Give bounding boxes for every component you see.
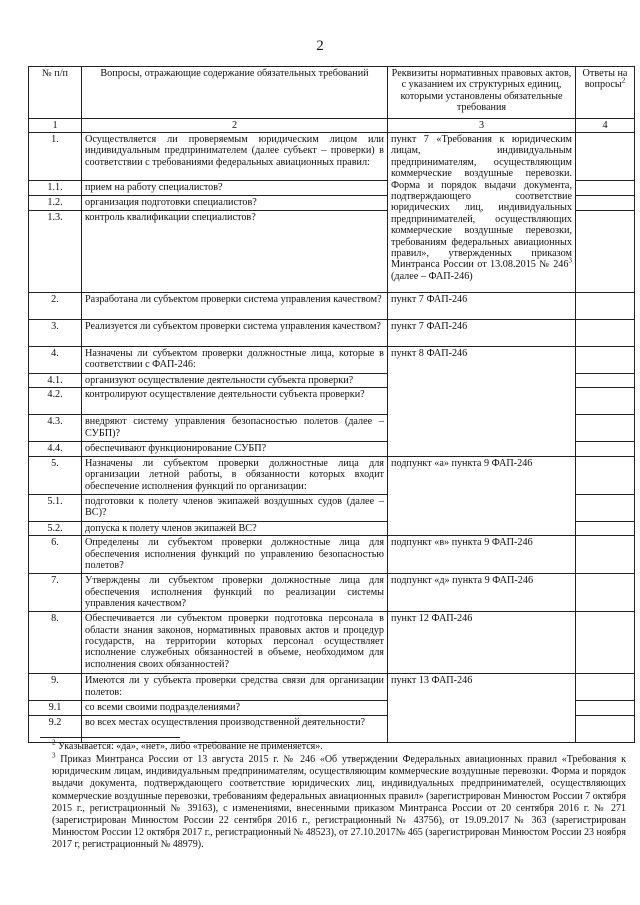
row-number: 9.1 bbox=[29, 701, 82, 715]
question-text: во всех местах осуществления производственной деятельности? bbox=[82, 715, 388, 742]
legal-reference-text: пункт 7 «Требования к юридическим лицам, индивидуальным предпринимателям, осуществляющим коммерческие воздушные перевозки. Форма и порядок выдачи документа, подтверждающего соответствие юридических лиц, индивидуальных предпринимателей, осуществляющих коммерческие воздушные перевозки, требованиям федеральных авиационных правил», утвержденных приказом Минтранса России от 13.08.2015 № 246 bbox=[391, 134, 572, 271]
question-text: допуска к полету членов экипажей ВС? bbox=[82, 521, 388, 535]
answer-cell[interactable] bbox=[576, 374, 635, 388]
legal-reference: пункт 13 ФАП-246 bbox=[388, 674, 576, 742]
question-text: контролируют осуществление деятельности субъекта проверки? bbox=[82, 388, 388, 415]
row-number: 4.3. bbox=[29, 415, 82, 442]
answer-cell[interactable] bbox=[576, 196, 635, 211]
column-number-2: 2 bbox=[82, 119, 388, 133]
row-number: 4. bbox=[29, 347, 82, 374]
row-number: 3. bbox=[29, 320, 82, 347]
question-text: Реализуется ли субъектом проверки система управления качеством? bbox=[82, 320, 388, 347]
column-number-1: 1 bbox=[29, 119, 82, 133]
question-text: организация подготовки специалистов? bbox=[82, 196, 388, 211]
column-number-3: 3 bbox=[388, 119, 576, 133]
answer-cell[interactable] bbox=[576, 574, 635, 612]
row-number: 4.1. bbox=[29, 374, 82, 388]
footnote-2-mark: 2 bbox=[621, 77, 626, 86]
question-text: Назначены ли субъектом проверки должностные лица, которые в соответствии с ФАП-246: bbox=[82, 347, 388, 374]
table-row bbox=[29, 133, 635, 181]
table-header-row bbox=[29, 67, 635, 119]
footnote-divider bbox=[40, 737, 180, 738]
answer-cell[interactable] bbox=[576, 293, 635, 320]
row-number: 2. bbox=[29, 293, 82, 320]
footnote-2-text: Указывается: «да», «нет», либо «требование не применяется». bbox=[58, 741, 323, 752]
table-row bbox=[29, 674, 635, 701]
footnote-2-number: 2 bbox=[52, 738, 56, 747]
footnote-3-mark: 3 bbox=[568, 257, 572, 266]
footnote-3-number: 3 bbox=[52, 751, 56, 760]
table-row bbox=[29, 612, 635, 674]
row-number: 8. bbox=[29, 612, 82, 674]
header-number: № п/п bbox=[29, 67, 82, 119]
column-number-row bbox=[29, 119, 635, 133]
answer-cell[interactable] bbox=[576, 211, 635, 293]
row-number: 5.2. bbox=[29, 521, 82, 535]
answer-cell[interactable] bbox=[576, 521, 635, 535]
header-questions: Вопросы, отражающие содержание обязательных требований bbox=[82, 67, 388, 119]
legal-reference bbox=[388, 133, 576, 293]
question-text: Утверждены ли субъектом проверки должностные лица для обеспечения исполнения функций по реализации системы управления качеством? bbox=[82, 574, 388, 612]
legal-reference: пункт 8 ФАП-246 bbox=[388, 347, 576, 457]
answer-cell[interactable] bbox=[576, 181, 635, 196]
question-text: Осуществляется ли проверяемым юридическим лицом или индивидуальным предпринимателем (далее субъект – проверки) в соответствии с требованиями федеральных авиационных правил: bbox=[82, 133, 388, 181]
legal-reference: подпункт «д» пункта 9 ФАП-246 bbox=[388, 574, 576, 612]
table-row bbox=[29, 320, 635, 347]
row-number: 7. bbox=[29, 574, 82, 612]
answer-cell[interactable] bbox=[576, 715, 635, 742]
table-row bbox=[29, 536, 635, 574]
answer-cell[interactable] bbox=[576, 701, 635, 715]
question-text: Разработана ли субъектом проверки система управления качеством? bbox=[82, 293, 388, 320]
page-number: 2 bbox=[316, 38, 324, 54]
table-row bbox=[29, 347, 635, 374]
row-number: 1.1. bbox=[29, 181, 82, 196]
question-text: Назначены ли субъектом проверки должностные лица для организации летной работы, в обязанности которых входит обеспечение исполнения функций по организации: bbox=[82, 456, 388, 494]
question-text: Определены ли субъектом проверки должностные лица для обеспечения исполнения функций по управлению безопасностью полетов? bbox=[82, 536, 388, 574]
legal-reference: пункт 12 ФАП-246 bbox=[388, 612, 576, 674]
answer-cell[interactable] bbox=[576, 456, 635, 494]
row-number: 1.2. bbox=[29, 196, 82, 211]
footnote-3 bbox=[52, 751, 626, 852]
header-answers-label: Ответы на вопросы bbox=[582, 68, 628, 91]
answer-cell[interactable] bbox=[576, 320, 635, 347]
row-number: 6. bbox=[29, 536, 82, 574]
row-number: 9. bbox=[29, 674, 82, 701]
answer-cell[interactable] bbox=[576, 415, 635, 442]
table-row bbox=[29, 574, 635, 612]
answer-cell[interactable] bbox=[576, 536, 635, 574]
question-text: обеспечивают функционирование СУБП? bbox=[82, 442, 388, 456]
row-number: 1. bbox=[29, 133, 82, 181]
legal-reference-tail: (далее – ФАП-246) bbox=[391, 270, 473, 282]
requirements-table bbox=[28, 66, 635, 743]
row-number: 4.4. bbox=[29, 442, 82, 456]
row-number: 9.2 bbox=[29, 715, 82, 742]
answer-cell[interactable] bbox=[576, 612, 635, 674]
answer-cell[interactable] bbox=[576, 442, 635, 456]
row-number: 5.1. bbox=[29, 494, 82, 521]
row-number: 5. bbox=[29, 456, 82, 494]
answer-cell[interactable] bbox=[576, 494, 635, 521]
question-text: прием на работу специалистов? bbox=[82, 181, 388, 196]
question-text: Обеспечивается ли субъектом проверки подготовка персонала в области знания законов, нормативных правовых актов и процедур государств, на территории которых персонал осуществляет исполнение служебных обязанностей в объеме, необходимом для исполнения своих обязанностей? bbox=[82, 612, 388, 674]
question-text: контроль квалификации специалистов? bbox=[82, 211, 388, 293]
question-text: организуют осуществление деятельности субъекта проверки? bbox=[82, 374, 388, 388]
legal-reference: подпункт «а» пункта 9 ФАП-246 bbox=[388, 456, 576, 535]
column-number-4: 4 bbox=[576, 119, 635, 133]
row-number: 1.3. bbox=[29, 211, 82, 293]
answer-cell[interactable] bbox=[576, 133, 635, 181]
answer-cell[interactable] bbox=[576, 388, 635, 415]
table-row bbox=[29, 456, 635, 494]
legal-reference: подпункт «в» пункта 9 ФАП-246 bbox=[388, 536, 576, 574]
header-answers bbox=[576, 67, 635, 119]
legal-reference: пункт 7 ФАП-246 bbox=[388, 293, 576, 320]
header-legal-acts: Реквизиты нормативных правовых актов, с указанием их структурных единиц, которыми установлены обязательные требования bbox=[388, 67, 576, 119]
question-text: со всеми своими подразделениями? bbox=[82, 701, 388, 715]
footnote-3-text: Приказ Минтранса России от 13 августа 2015 г. № 246 «Об утверждении Федеральных авиационных правил «Требования к юридическим лицам, индивидуальным предпринимателям, осуществляющим коммерческие воздушные перевозки. Форма и порядок выдачи документа, подтверждающего соответствие юридических лиц, индивидуальных предпринимателей, осуществляющих коммерческие воздушные перевозки, требованиям федеральных авиационных правил» (зарегистрирован Минюстом России 7 октября 2015 г., регистрационный № 39163), с изменениями, внесенными приказом Минтранса России от 20 сентября 2016 г. № 271 (зарегистрирован Минюстом России 22 сентября 2016 г., регистрационный № 43756), от 19.09.2017 № 363 (зарегистрирован Минюстом России 12 октября 2017 г., регистрационный № 48523), от 27.10.2017№ 465 (зарегистрирован Минюстом России 23 ноября 2017 г, регистрационный № 48979). bbox=[52, 754, 626, 851]
row-number: 4.2. bbox=[29, 388, 82, 415]
table-row bbox=[29, 293, 635, 320]
question-text: подготовки к полету членов экипажей воздушных судов (далее – ВС)? bbox=[82, 494, 388, 521]
answer-cell[interactable] bbox=[576, 347, 635, 374]
question-text: Имеются ли у субъекта проверки средства связи для организации полетов: bbox=[82, 674, 388, 701]
question-text: внедряют систему управления безопасностью полетов (далее – СУБП)? bbox=[82, 415, 388, 442]
footnote-2 bbox=[52, 738, 626, 753]
legal-reference: пункт 7 ФАП-246 bbox=[388, 320, 576, 347]
answer-cell[interactable] bbox=[576, 674, 635, 701]
